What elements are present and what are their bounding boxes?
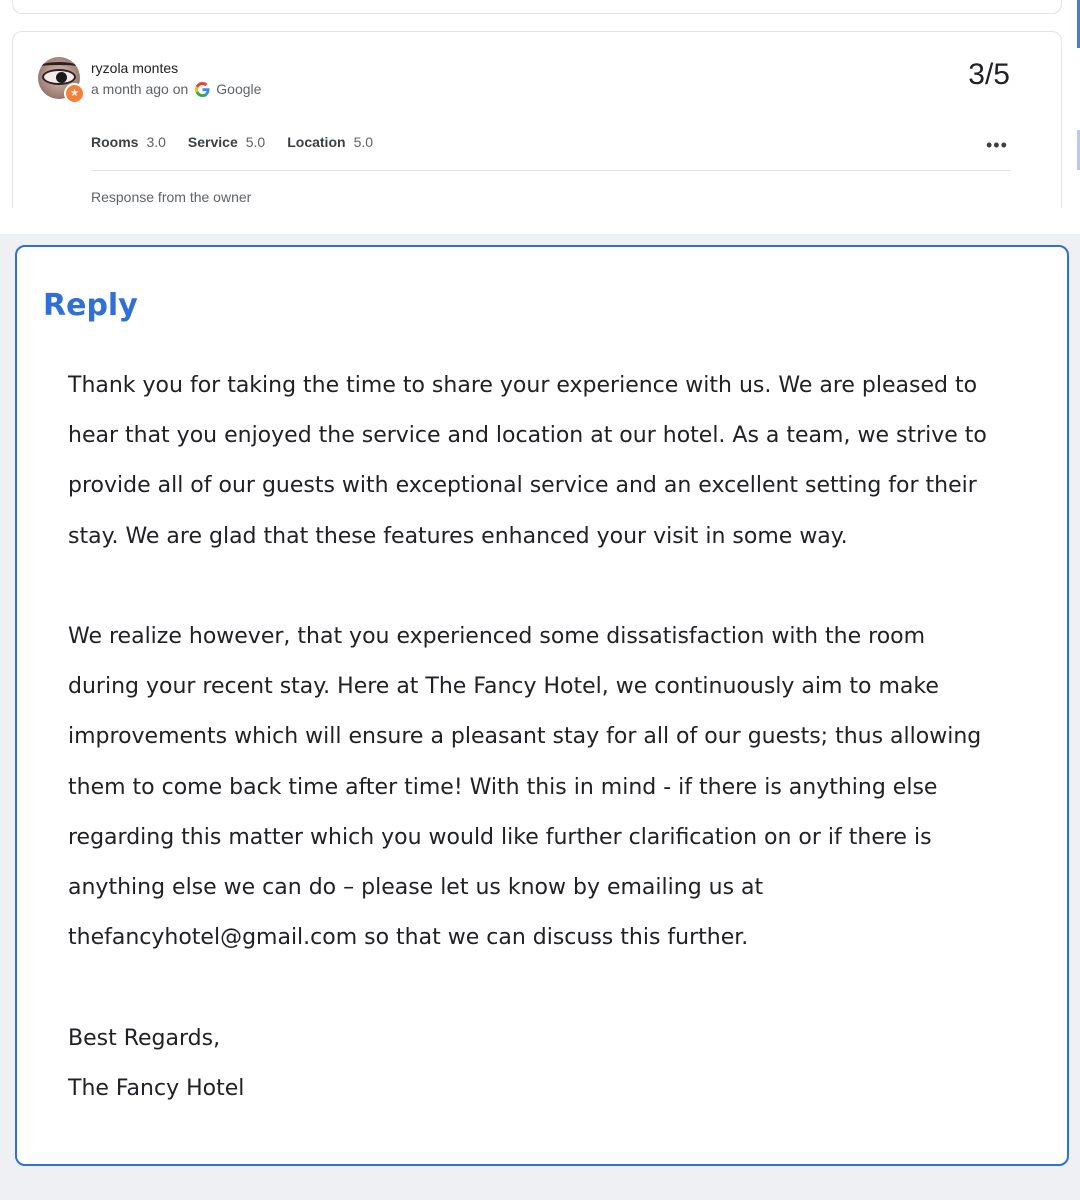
review-score: 3/5: [968, 58, 1010, 91]
reply-line: anything else we can do – please let us know by emailing us at: [68, 875, 764, 901]
paragraph-gap: [68, 963, 1028, 1013]
rating-service-label: Service: [187, 134, 238, 150]
scrollbar-edge[interactable]: [1074, 0, 1080, 208]
reply-signoff: Best Regards,: [68, 1025, 221, 1051]
previous-review-card: [12, 0, 1062, 14]
reply-line: improvements which will ensure a pleasant stay for all of our guests; thus allowing: [68, 724, 982, 750]
google-g-icon: [195, 82, 210, 97]
more-options-icon[interactable]: •••: [986, 135, 1008, 155]
reply-text[interactable]: [68, 361, 1028, 1114]
reply-title: Reply: [43, 288, 138, 323]
rating-location-value: 5.0: [353, 134, 374, 150]
reply-line: provide all of our guests with exceptional service and an excellent setting for their: [68, 473, 977, 499]
section-gap: [0, 208, 1080, 234]
reply-line: them to come back time after time! With this in mind - if there is anything else: [68, 774, 938, 800]
review-card: [12, 31, 1062, 208]
reply-line: thefancyhotel@gmail.com so that we can discuss this further.: [68, 925, 749, 951]
rating-rooms-label: Rooms: [91, 134, 139, 150]
reply-line: stay. We are glad that these features enhanced your visit in some way.: [68, 523, 848, 549]
reply-signature: The Fancy Hotel: [68, 1075, 245, 1101]
avatar-pupil: [56, 72, 67, 83]
reviewer-name[interactable]: ryzola montes: [91, 60, 179, 76]
paragraph-gap: [68, 562, 1028, 612]
reply-line: We realize however, that you experienced some dissatisfaction with the room: [68, 624, 926, 649]
reply-line: regarding this matter which you would like further clarification on or if there is: [68, 824, 932, 850]
review-time: a month ago on: [91, 81, 189, 97]
local-guide-badge-icon: ★: [64, 83, 85, 104]
rating-service-value: 5.0: [245, 134, 266, 150]
review-section: [0, 0, 1080, 208]
rating-location-label: Location: [287, 134, 346, 150]
divider: [91, 170, 1011, 171]
reply-line: Thank you for taking the time to share your experience with us. We are pleased to: [68, 373, 978, 398]
reply-line: hear that you enjoyed the service and location at our hotel. As a team, we strive to: [68, 423, 987, 449]
rating-rooms-value: 3.0: [146, 134, 166, 150]
owner-response-label[interactable]: Response from the owner: [91, 189, 252, 205]
review-meta: [91, 81, 261, 97]
category-ratings: [91, 134, 395, 150]
review-source: Google: [216, 81, 262, 97]
reply-line: during your recent stay. Here at The Fancy Hotel, we continuously aim to make: [68, 674, 939, 700]
